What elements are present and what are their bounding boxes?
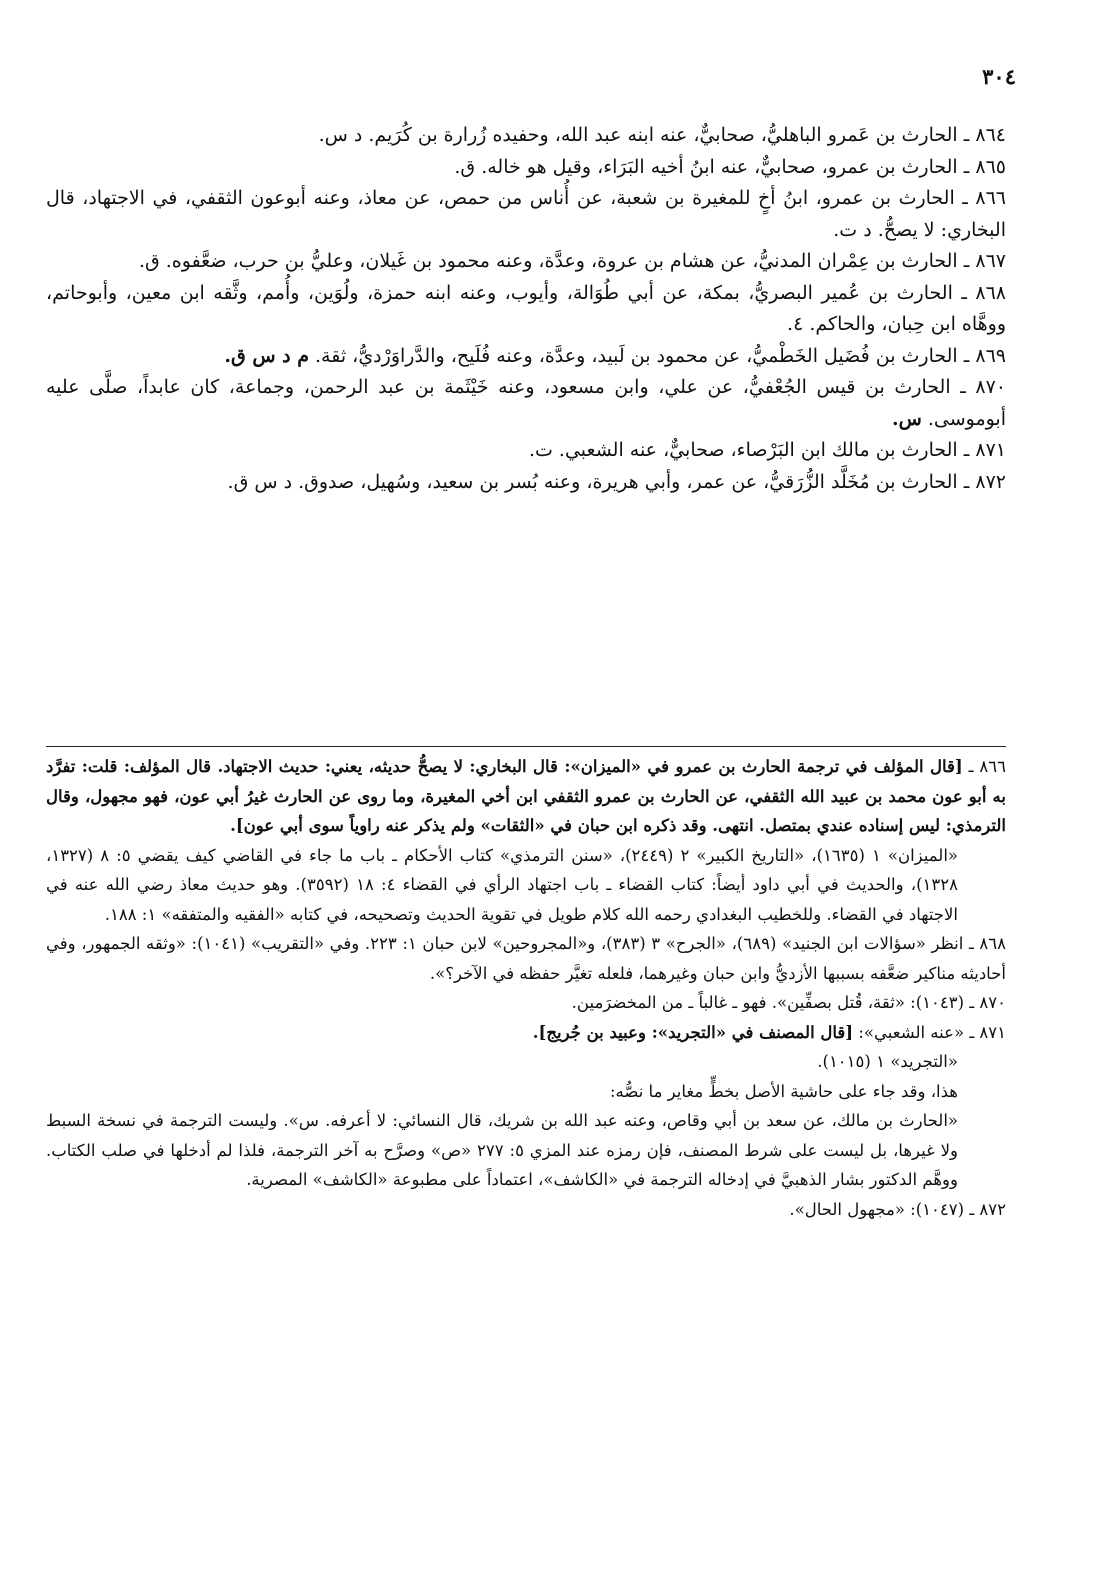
entry — [46, 435, 1006, 467]
entry-text: الحارث بن قيس الجُعْفيُّ، عن علي، وابن مسعود، وعنه خَيْثَمة بن عبد الرحمن، وجماعة، كان عابداً، صلَّى عليه أبوموسى. — [46, 376, 1006, 430]
entry-sigla: م د س ق. — [224, 344, 309, 367]
footnote-text: «الحارث بن مالك، عن سعد بن أبي وقاص، وعنه عبد الله بن شريك، قال النسائي: لا أعرفه. س». وليست الترجمة في نسخة السبط ولا غيرها، بل ليست على شرط المصنف، فإن رمزه عند المزي ٥: ٢٧٧ «ص» وصرَّح به آخر الترجمة، فلذا لم أدخلها في صلب الكتاب. ووهَّم الدكتور بشار الذهبيَّ في إدخاله الترجمة في «الكاشف»، اعتماداً على مطبوعة «الكاشف» المصرية. — [46, 1111, 958, 1189]
entry-number: ٨٧١ ـ — [963, 439, 1006, 461]
footnote — [46, 1018, 1006, 1048]
entry-text: الحارث بن عُمير البصريُّ، بمكة، عن أبي طُوَالة، وأيوب، وعنه ابنه حمزة، ولُوَين، وأُمم، وثَّقه ابن معين، وأبوحاتم، ووهَّاه ابن حِبان، والحاكم. ٤. — [46, 281, 1006, 335]
entry-number: ٨٦٦ ـ — [962, 187, 1006, 209]
entry — [46, 183, 1006, 246]
entry-number: ٨٦٥ ـ — [963, 155, 1006, 178]
entry-number: ٨٧٢ ـ — [963, 470, 1006, 493]
footnote-text: هذا، وقد جاء على حاشية الأصل بخطٍّ مغاير ما نصُّه: — [609, 1081, 958, 1101]
entry-text: الحارث بن مالك ابن البَرْصاء، صحابيٌّ، عنه الشعبي. ت. — [528, 439, 958, 461]
footnote-number: ٨٧١ ـ — [969, 1022, 1006, 1042]
entry — [46, 246, 1006, 278]
footnote-text: انظر «سؤالات ابن الجنيد» (٦٨٩)، «الجرح» ٣ (٣٨٣)، و«المجروحين» لابن حبان ١: ٢٢٣. وفي «التقريب» (١٠٤١): «وثقه الجمهور، وفي أحاديثه مناكير ضعَّفه بسببها الأزديُّ وابن حبان وغيرهما، فلعله تغيَّر حفظه في الآخر؟». — [46, 934, 1006, 983]
entry-text: الحارث بن عمرو، ابنُ أخٍ للمغيرة بن شعبة، عن أُناس من حمص، عن معاذ، وعنه أبوعون الثقفي، في الاجتهاد، قال البخاري: لا يصحُّ. د ت. — [46, 187, 1006, 241]
footnote-number: ٨٦٨ ـ — [968, 934, 1007, 953]
entry-text: الحارث بن عَمرو الباهليُّ، صحابيٌّ، عنه ابنه عبد الله، وحفيده زُرارة بن كُرَيم. د س. — [318, 124, 958, 146]
entry-text: الحارث بن مُخَلَّد الزُّرَقيُّ، عن عمر، وأبي هريرة، وعنه بُسر بن سعيد، وسُهيل، صدوق. د س ق. — [227, 470, 958, 493]
footnote-text: «التجريد» ١ (١٠١٥). — [817, 1052, 958, 1071]
entry — [46, 372, 1006, 435]
footnote-text: «الميزان» ١ (١٦٣٥)، «التاريخ الكبير» ٢ (٢٤٤٩)، «سنن الترمذي» كتاب الأحكام ـ باب ما جاء في القاضي كيف يقضي ٥: ٨ (١٣٢٧، ١٣٢٨)، والحديث في أبي داود أيضاً: كتاب القضاء ـ باب اجتهاد الرأي في القضاء ٤: ١٨ (٣٥٩٢). وهو حديث معاذ رضي الله عنه في الاجتهاد في القضاء. وللخطيب البغدادي رحمه الله كلام طويل في تقوية الحديث وتصحيحه، في كتابه «الفقيه والمتفقه» ١: ١٨٨. — [46, 845, 959, 924]
footnote-text: «عنه الشعبي»: — [858, 1022, 965, 1042]
footnote-bold-quote: [قال المصنف في «التجريد»: وعبيد بن جُريج]. — [532, 1022, 854, 1042]
footnote — [46, 752, 1006, 841]
entry — [46, 467, 1006, 499]
footnote-number: ٨٧٠ ـ — [969, 993, 1006, 1012]
entry — [46, 278, 1006, 341]
footnote-number: ٨٧٢ ـ — [969, 1199, 1006, 1219]
page-number: ٣٠٤ — [982, 64, 1016, 89]
footnote — [46, 841, 1006, 930]
entry-number: ٨٧٠ ـ — [960, 376, 1006, 398]
entry-text: الحارث بن عِمْران المدنيُّ، عن هشام بن عروة، وعدَّة، وعنه محمود بن غَيلان، وعليُّ بن حرب، ضعَّفوه. ق. — [138, 250, 958, 272]
entry-number: ٨٦٧ ـ — [963, 250, 1006, 272]
footnote-number: ٨٦٦ ـ — [968, 757, 1006, 776]
footnote — [46, 1047, 1006, 1077]
entry-text: الحارث بن عمرو، صحابيٌّ، عنه ابنُ أخيه البَرَاء، وقيل هو خاله. ق. — [454, 155, 958, 178]
footnotes — [46, 752, 1006, 1224]
entry-number: ٨٦٩ ـ — [963, 344, 1006, 367]
footnote — [46, 1195, 1006, 1225]
footnote-text: (١٠٤٣): «ثقة، قُتل بصفِّين». فهو ـ غالباً ـ من المخضرَمين. — [571, 993, 965, 1012]
footnote — [46, 929, 1006, 988]
entry-sigla: س. — [891, 407, 922, 430]
footnote-separator — [46, 746, 1006, 747]
entry-text: الحارث بن فُضَيل الخَطْميُّ، عن محمود بن لَبيد، وعدَّة، وعنه فُلَيح، والدَّراوَرْديُّ، ثقة. — [315, 344, 958, 367]
entry — [46, 120, 1006, 152]
footnote-text: (١٠٤٧): «مجهول الحال». — [789, 1199, 965, 1219]
entry — [46, 152, 1006, 184]
entry — [46, 341, 1006, 373]
footnote — [46, 1077, 1006, 1107]
entry-number: ٨٦٤ ـ — [963, 124, 1006, 146]
main-entries — [46, 120, 1006, 498]
entry-number: ٨٦٨ ـ — [961, 281, 1007, 304]
footnote — [46, 1106, 1006, 1195]
footnote — [46, 988, 1006, 1018]
footnote-text: [قال المؤلف في ترجمة الحارث بن عمرو في «الميزان»: قال البخاري: لا يصحُّ حديثه، يعني: حديث الاجتهاد. قال المؤلف: قلت: تفرَّد به أبو عون محمد بن عبيد الله الثقفي، عن الحارث بن عمرو الثقفي ابن أخي المغيرة، وما روى عن الحارث غيرُ أبي عون، فهو مجهول، وقال الترمذي: ليس إسناده عندي بمتصل. انتهى. وقد ذكره ابن حبان في «الثقات» ولم يذكر عنه راوياً سوى أبي عون]. — [46, 757, 1006, 835]
